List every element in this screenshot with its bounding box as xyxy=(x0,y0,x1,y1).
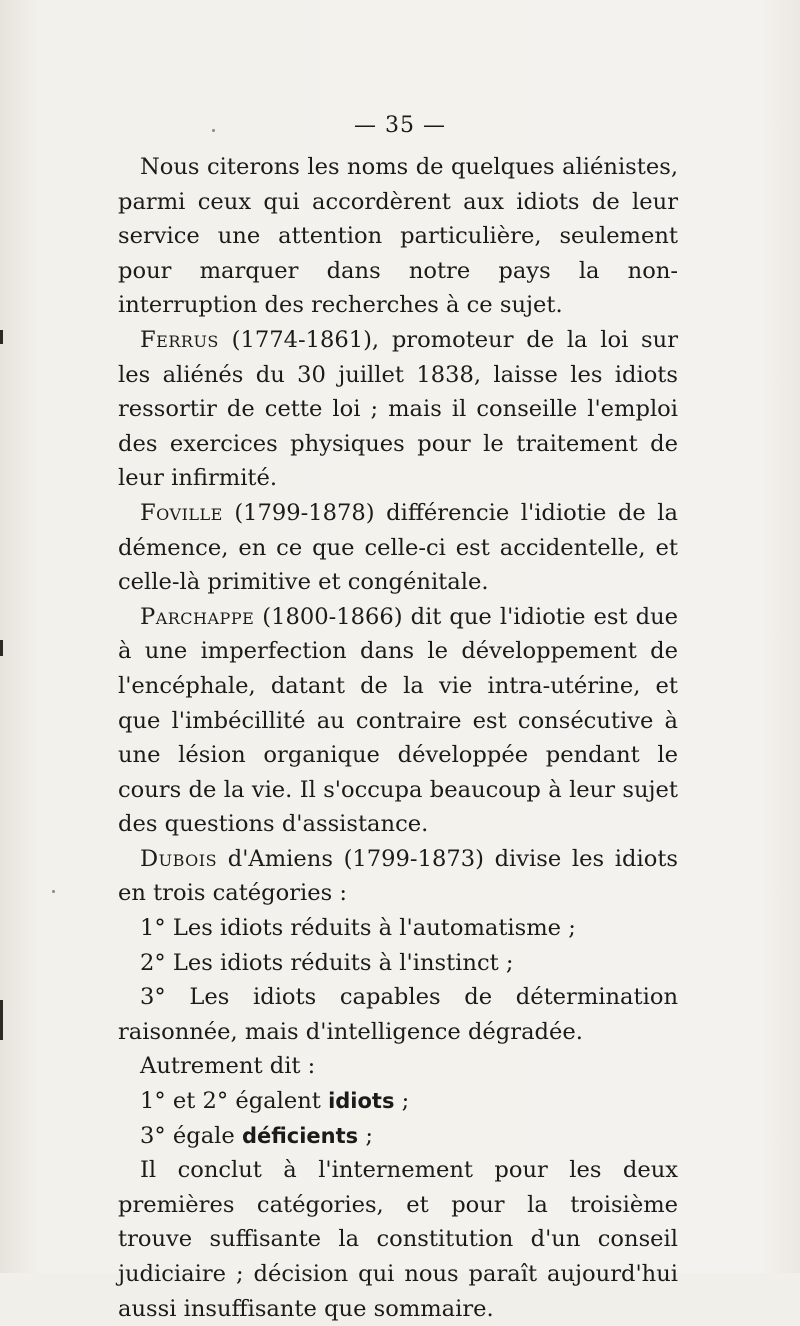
paragraph-conclusion: Il conclut à l'internement pour les deux premières catégories, et pour la troisième trouve suffisante la constitution d'un conseil judiciaire ; décision qui nous paraît aujourd'hui aussi insuffisante que sommaire. xyxy=(118,1157,678,1322)
page-number: — 35 — xyxy=(354,113,446,138)
equivalence-line xyxy=(118,1119,678,1154)
binding-mark xyxy=(0,330,3,344)
author-name: Dubois xyxy=(140,845,218,872)
binding-mark xyxy=(0,1000,3,1040)
paragraph-text: (1799-1878) différencie l'idiotie de la démence, en ce que celle-ci est accidentelle, et celle-là primitive et congénitale. xyxy=(118,499,678,596)
equivalence-line xyxy=(118,1084,678,1119)
equivalence-text: ; xyxy=(394,1088,410,1115)
equivalence-text: 3° égale xyxy=(140,1122,242,1149)
list-item: 2° Les idiots réduits à l'instinct ; xyxy=(140,949,514,976)
paragraph-foville xyxy=(118,496,678,600)
binding-mark xyxy=(0,640,3,656)
paragraph-text: (1774-1861), promoteur de la loi sur les aliénés du 30 juillet 1838, laisse les idiots ressortir de cette loi ; mais il conseille l'emploi des exercices physiques pour le traitement de leur infirmité. xyxy=(118,326,678,492)
author-name: Foville xyxy=(140,499,223,526)
autrement-dit: Autrement dit : xyxy=(140,1053,316,1080)
term-deficients: déficients xyxy=(241,1123,359,1148)
paragraph-dubois xyxy=(118,842,678,911)
author-name: Parchappe xyxy=(140,603,255,630)
speck xyxy=(52,890,55,893)
list-item: 1° Les idiots réduits à l'automatisme ; xyxy=(140,915,576,942)
paragraph-text: d'Amiens (1799-1873) divise les idiots en trois catégories : xyxy=(118,845,678,907)
paragraph-intro: Nous citerons les noms de quelques aliénistes, parmi ceux qui accordèrent aux idiots de leur service une attention particulière, seulement pour marquer dans notre pays la non-interruption des recherches à ce sujet. xyxy=(118,154,678,319)
author-name: Ferrus xyxy=(140,326,219,353)
equivalence-text: 1° et 2° égalent xyxy=(140,1088,329,1115)
paragraph-text: (1800-1866) dit que l'idiotie est due à une imperfection dans le développement de l'encéphale, datant de la vie intra-utérine, et que l'imbécillité au contraire est consécutive à une lésion organique développée pendant le cours de la vie. Il s'occupa beaucoup à leur sujet des questions d'assistance. xyxy=(118,603,678,838)
equivalence-text: ; xyxy=(358,1122,373,1149)
list-item: 3° Les idiots capables de détermination raisonnée, mais d'intelligence dégradée. xyxy=(118,984,678,1045)
paragraph-parchappe xyxy=(118,600,678,842)
term-idiots: idiots xyxy=(328,1089,395,1114)
paragraph-ferrus xyxy=(118,323,678,496)
body-text xyxy=(118,150,678,1326)
